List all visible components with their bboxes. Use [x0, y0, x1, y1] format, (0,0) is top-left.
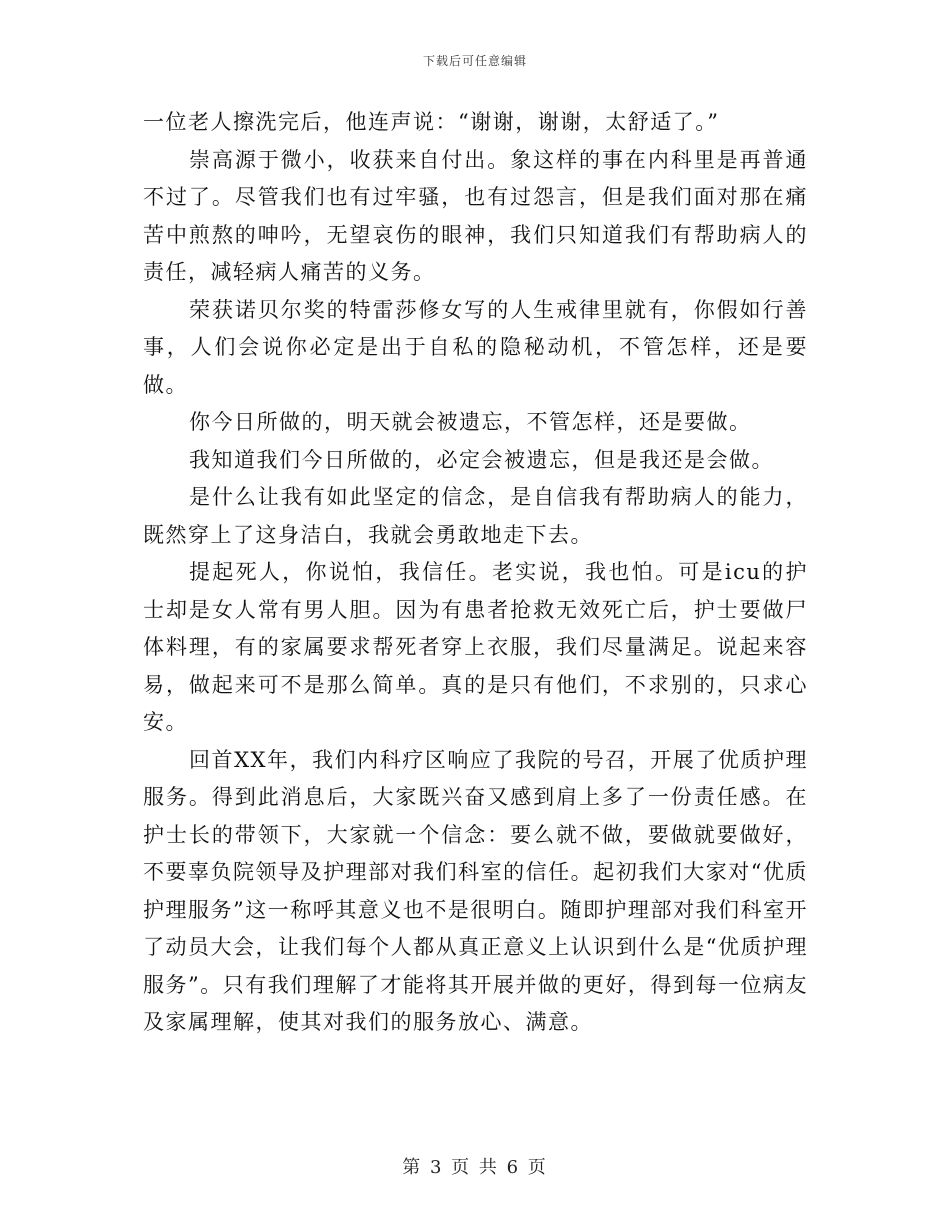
document-body: [143, 104, 808, 1042]
paragraph-8: 回首XX年，我们内科疗区响应了我院的号召，开展了优质护理服务。得到此消息后，大家既兴奋又感到肩上多了一份责任感。在护士长的带领下，大家就一个信念：要么就不做，要做就要做好，不要辜负院领导及护理部对我们科室的信任。起初我们大家对“优质护理服务”这一称呼其意义也不是很明白。随即护理部对我们科室开了动员大会，让我们每个人都从真正意义上认识到什么是“优质护理服务”。只有我们理解了才能将其开展并做的更好，得到每一位病友及家属理解，使其对我们的服务放心、满意。: [143, 747, 808, 1034]
page-number: 第 3 页 共 6 页: [402, 1157, 548, 1178]
paragraph-6: 是什么让我有如此坚定的信念，是自信我有帮助病人的能力，既然穿上了这身洁白，我就会勇敢地走下去。: [143, 485, 808, 547]
paragraph-1: 一位老人擦洗完后，他连声说：“谢谢，谢谢，太舒适了。”: [143, 110, 720, 134]
paragraph-4: 你今日所做的，明天就会被遗忘，不管怎样，还是要做。: [189, 410, 752, 434]
paragraph-7: 提起死人，你说怕，我信任。老实说，我也怕。可是icu的护士却是女人常有男人胆。因为有患者抢救无效死亡后，护士要做尸体料理，有的家属要求帮死者穿上衣服，我们尽量满足。说起来容易，做起来可不是那么简单。真的是只有他们，不求别的，只求心安。: [143, 560, 808, 734]
page-header: 下载后可任意编辑: [422, 54, 527, 68]
paragraph-3: 荣获诺贝尔奖的特雷莎修女写的人生戒律里就有，你假如行善事，人们会说你必定是出于自私的隐秘动机，不管怎样，还是要做。: [143, 297, 808, 397]
paragraph-5: 我知道我们今日所做的，必定会被遗忘，但是我还是会做。: [189, 447, 774, 472]
paragraph-2: 崇高源于微小，收获来自付出。象这样的事在内科里是再普通不过了。尽管我们也有过牢骚，也有过怨言，但是我们面对那在痛苦中煎熬的呻吟，无望哀伤的眼神，我们只知道我们有帮助病人的责任，减轻病人痛苦的义务。: [143, 147, 808, 284]
